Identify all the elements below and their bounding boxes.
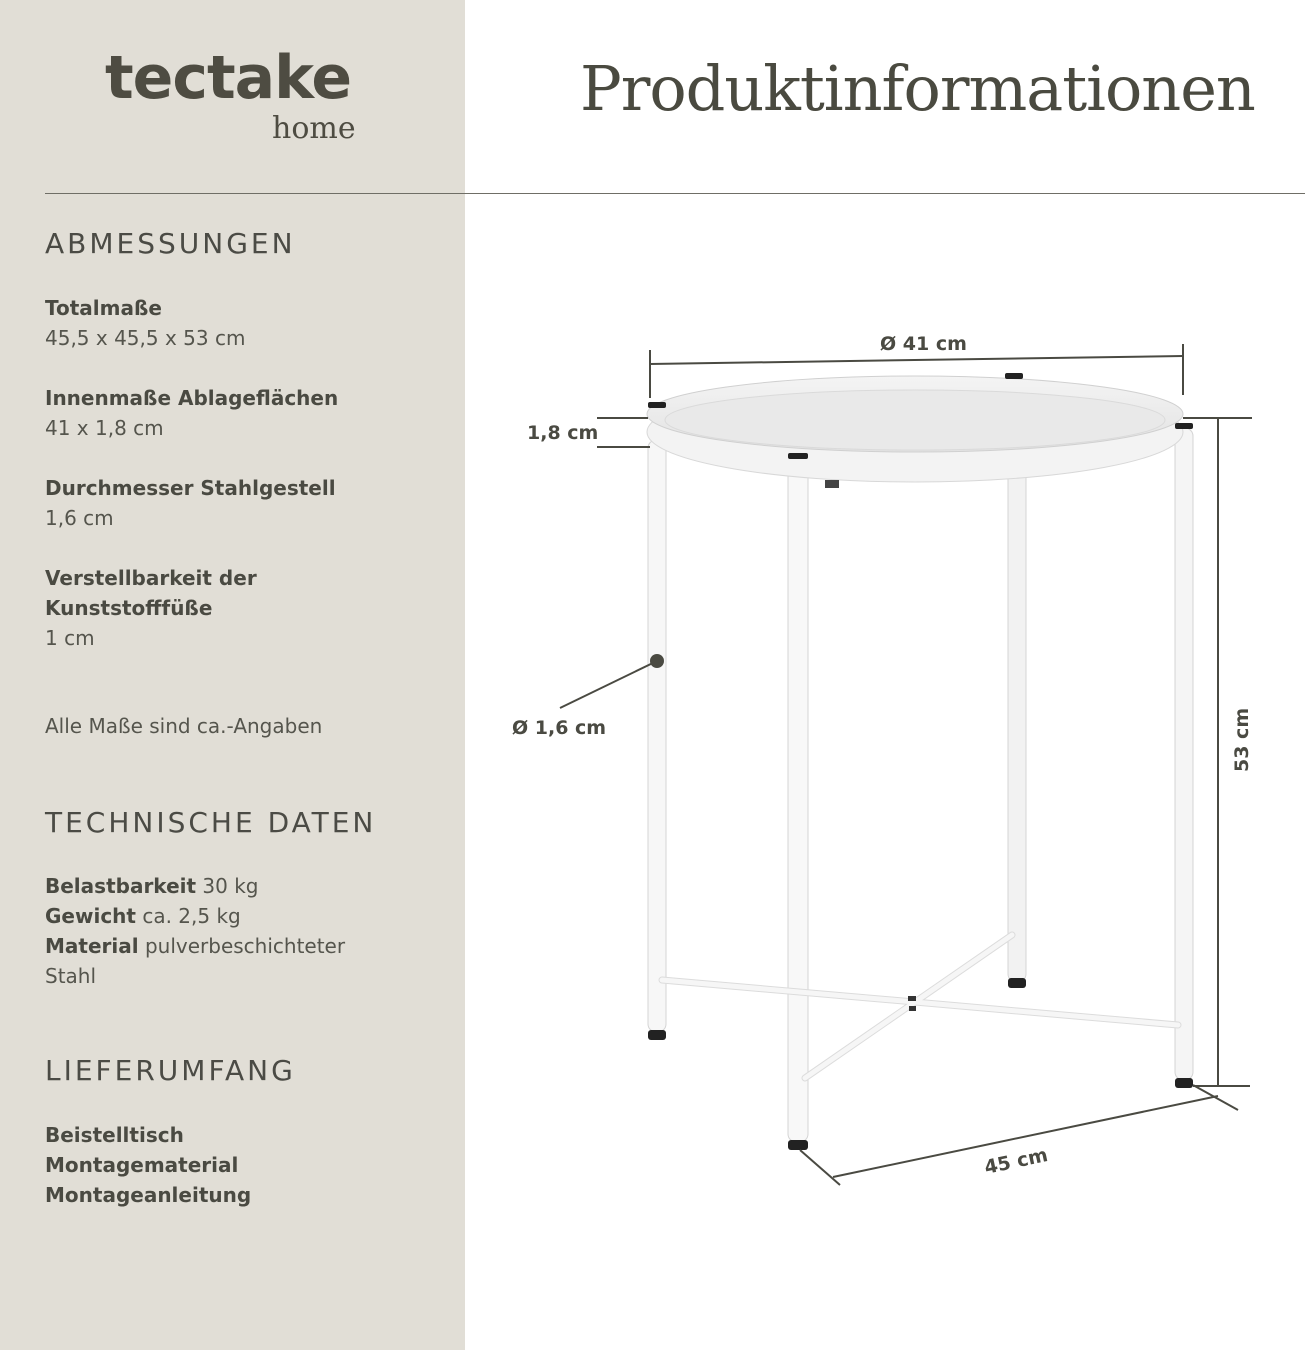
cross-braces (662, 935, 1178, 1078)
spec-label: Durchmesser Stahlgestell (45, 476, 336, 500)
spec-label: Innenmaße Ablageflächen (45, 386, 339, 410)
tech-value: 30 kg (202, 874, 259, 898)
tube-marker (650, 654, 664, 668)
brand-logo: tectake (105, 43, 352, 113)
table-diagram (470, 300, 1290, 1200)
section-heading-dimensions: ABMESSUNGEN (45, 227, 296, 260)
spec-inner-dimensions (45, 383, 338, 443)
dim-height: 53 cm (1231, 707, 1253, 772)
dim-width: 45 cm (982, 1144, 1050, 1179)
tech-label: Gewicht (45, 904, 136, 928)
tech-material-cont: Stahl (45, 964, 97, 988)
spec-value: 1 cm (45, 626, 95, 650)
section-heading-delivery: LIEFERUMFANG (45, 1054, 296, 1087)
brand-logo-sub: home (272, 111, 356, 146)
tech-label: Belastbarkeit (45, 874, 197, 898)
divider (45, 193, 1305, 194)
dim-tube-diameter: Ø 1,6 cm (512, 717, 607, 739)
spec-label: Verstellbarkeit der (45, 566, 257, 590)
spec-value: 41 x 1,8 cm (45, 416, 164, 440)
delivery-item: Montageanleitung (45, 1183, 252, 1207)
tech-load (45, 871, 345, 901)
delivery-item: Beistelltisch (45, 1123, 184, 1147)
tech-weight (45, 901, 345, 931)
page-title: Produktinformationen (580, 52, 1255, 125)
spec-feet-adjustability (45, 563, 257, 653)
spec-value: 45,5 x 45,5 x 53 cm (45, 326, 246, 350)
technical-list (45, 871, 345, 991)
table-legs (648, 428, 1193, 1150)
spec-label: Totalmaße (45, 296, 162, 320)
tray (647, 373, 1193, 488)
delivery-list (45, 1120, 251, 1210)
delivery-item: Montagematerial (45, 1153, 239, 1177)
dim-diameter-top: Ø 41 cm (880, 333, 967, 355)
dim-rim-height: 1,8 cm (527, 422, 599, 444)
spec-total-dimensions (45, 293, 245, 353)
spec-value: 1,6 cm (45, 506, 114, 530)
dimensions-note: Alle Maße sind ca.-Angaben (45, 714, 323, 738)
tech-value: pulverbeschichteter (144, 934, 346, 958)
tech-value: ca. 2,5 kg (142, 904, 241, 928)
tech-label: Material (45, 934, 139, 958)
section-heading-technical: TECHNISCHE DATEN (45, 806, 377, 839)
tech-material (45, 931, 345, 961)
spec-frame-diameter (45, 473, 336, 533)
spec-label-cont: Kunststofffüße (45, 596, 213, 620)
